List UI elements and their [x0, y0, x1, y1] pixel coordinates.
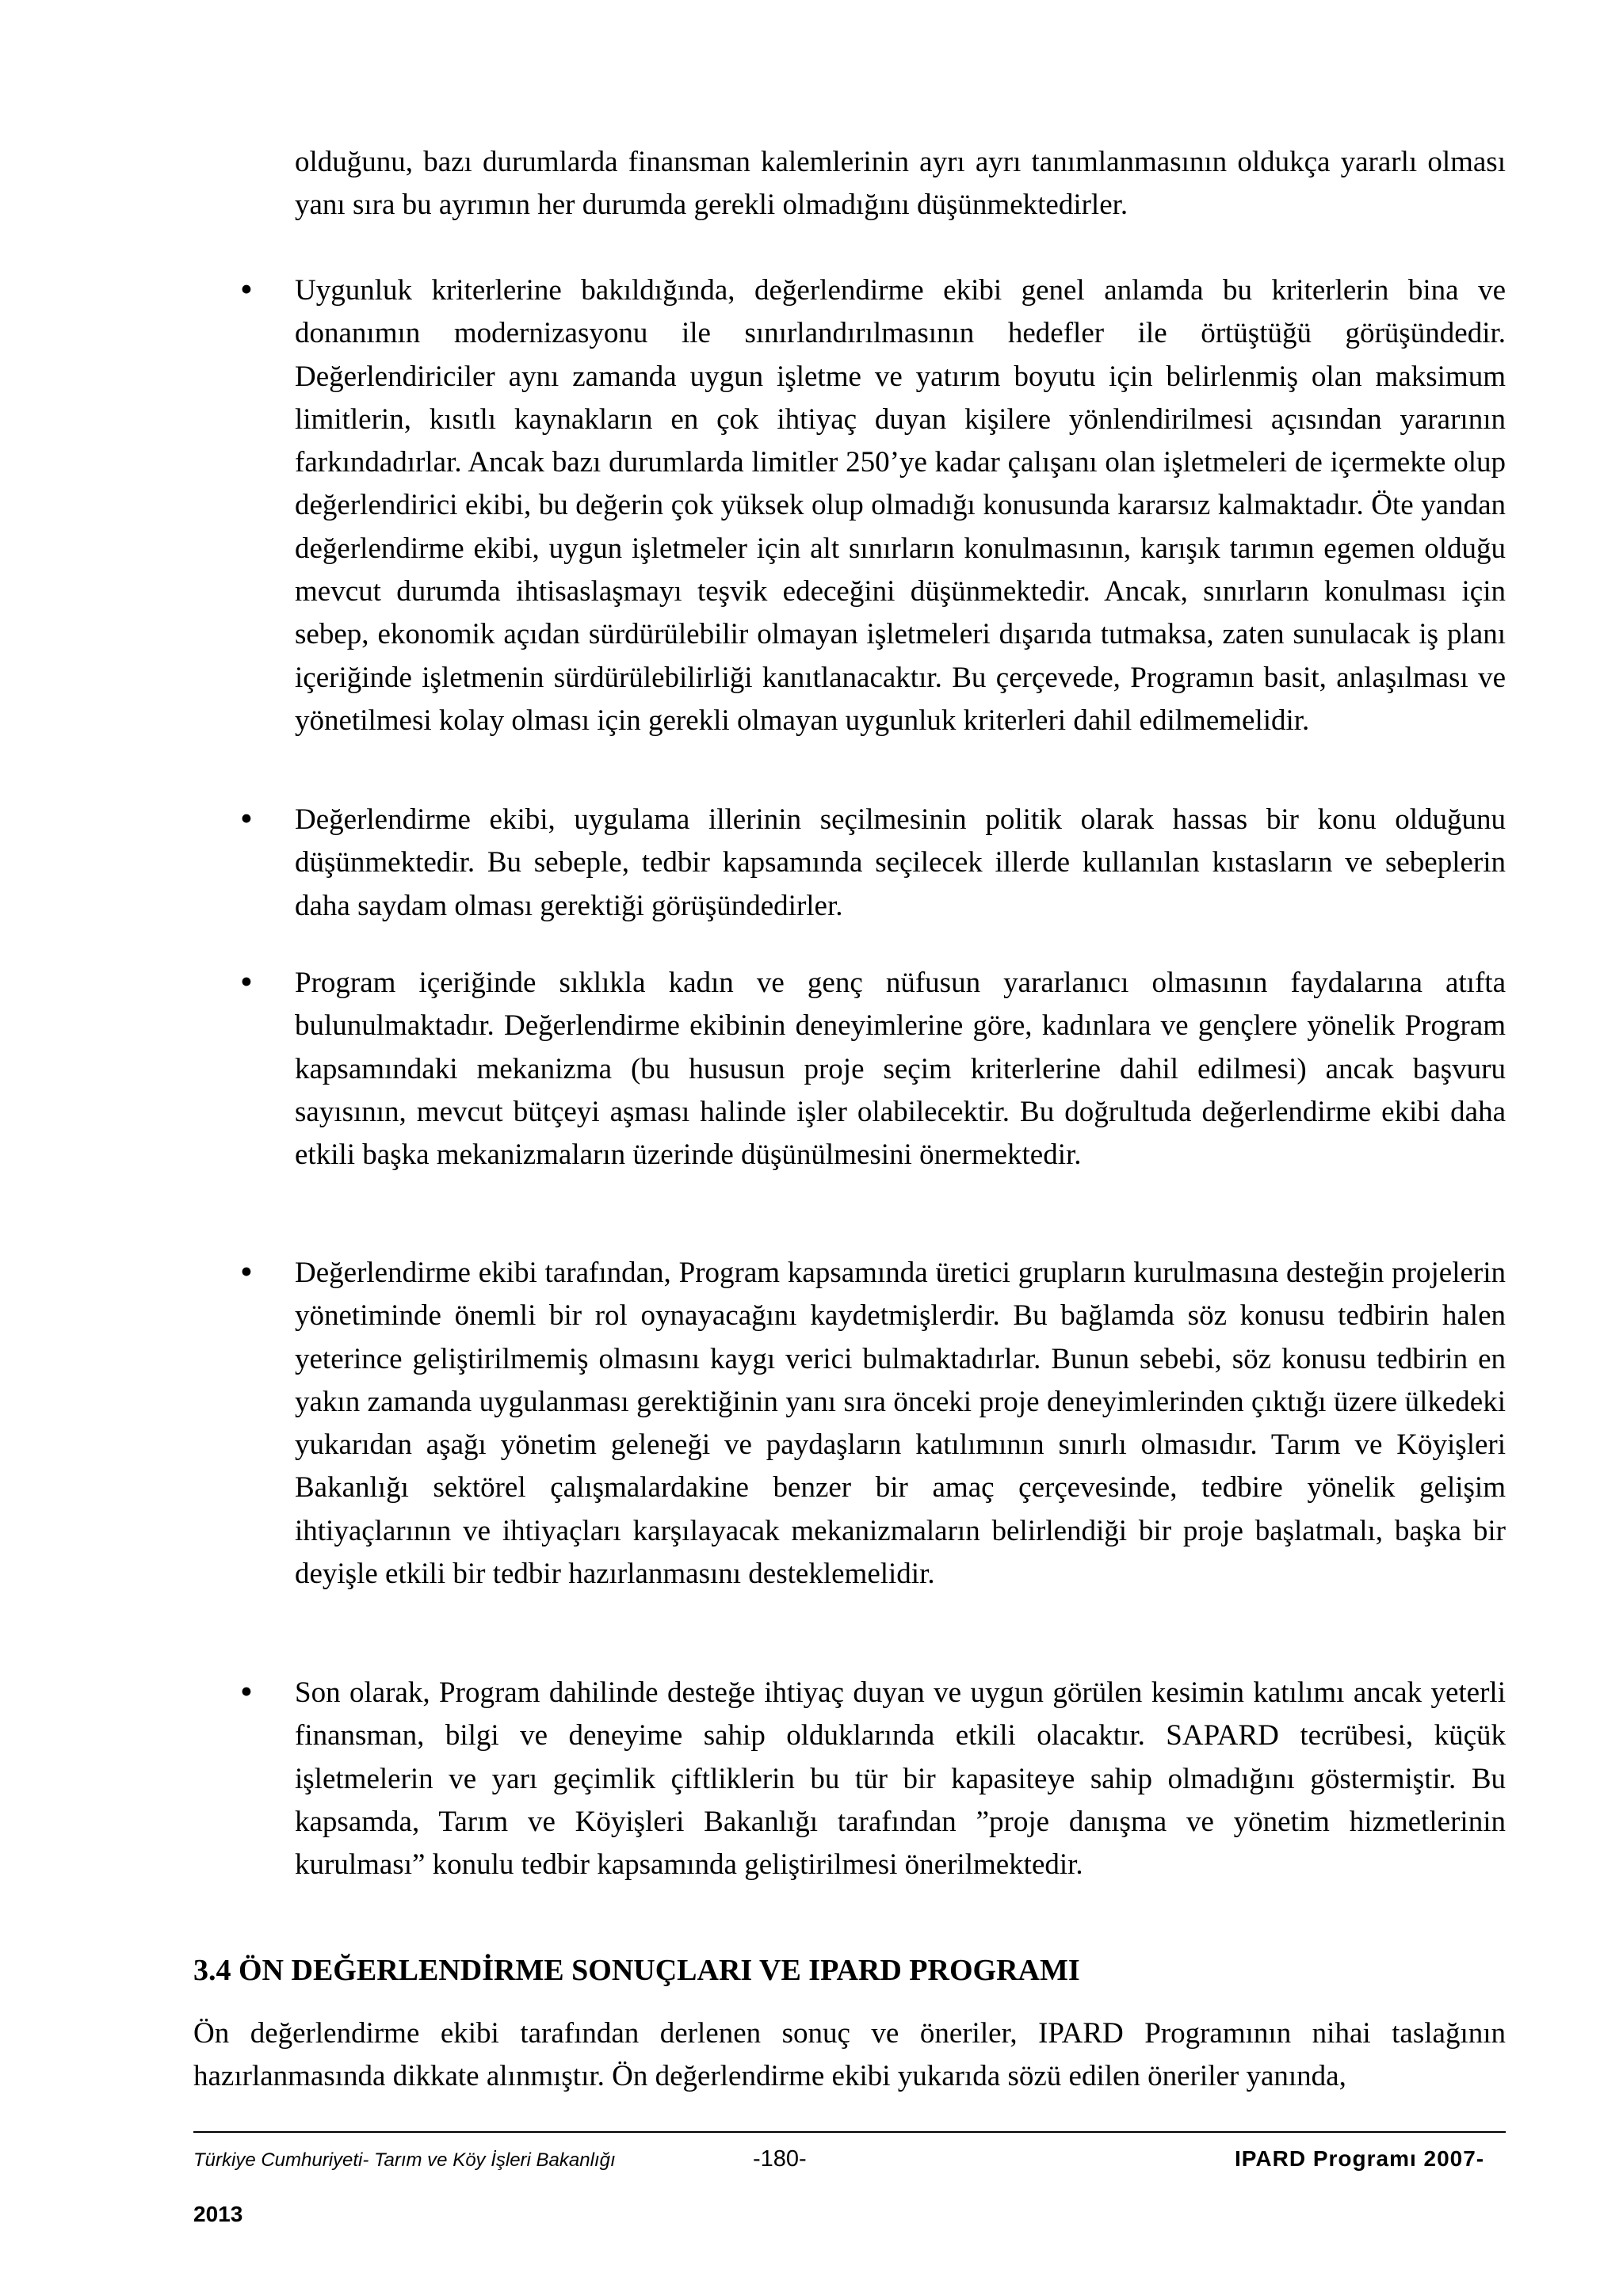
footer-program: IPARD Programı 2007- — [1235, 2146, 1485, 2171]
bullet-text: Değerlendirme ekibi tarafından, Program kapsamında üretici grupların kurulmasına desteğin projelerin yönetiminde önemli bir rol oynayacağını kaydetmişlerdir. Bu bağlamda söz konusu tedbirin halen yeterince geliştirilmemiş olmasını kaygı verici bulmaktadırlar. Bunun sebebi, söz konusu tedbirin en yakın zamanda uygulanması gerektiğinin yanı sıra önceki proje deneyimlerinden çıktığı üzere ülkedeki yukarıdan aşağı yönetim geleneği ve paydaşların katılımının sınırlı olmasıdır. Tarım ve Köyişleri Bakanlığı sektörel çalışmalardakine benzer bir amaç çerçevesinde, tedbire yönelik gelişim ihtiyaçlarının ve ihtiyaçları karşılayacak mekanizmaların belirlendiği bir proje başlatmalı, başka bir deyişle etkili bir tedbir hazırlanmasını desteklemelidir. — [295, 1257, 1506, 1591]
bullet-icon: • — [238, 803, 255, 837]
bullet-icon: • — [238, 966, 255, 1000]
section-paragraph: Ön değerlendirme ekibi tarafından derlenen sonuç ve öneriler, IPARD Programının nihai taslağının hazırlanmasında dikkate alınmıştır. Ön değerlendirme ekibi yukarıda sözü edilen öneriler yanında, — [193, 2017, 1506, 2093]
bullet-text: Uygunluk kriterlerine bakıldığında, değerlendirme ekibi genel anlamda bu kriterlerin bina ve donanımın modernizasyonu ile sınırlandırılmasının hedefler ile örtüştüğü görüşündedir. Değerlendiriciler aynı zamanda uygun işletme ve yatırım boyutu için belirlenmiş olan maksimum limitlerin, kısıtlı kaynakların en çok ihtiyaç duyan kişilere yönlendirilmesi açısından yararının farkındadırlar. Ancak bazı durumlarda limitler 250’ye kadar çalışanı olan işletmeleri de içermekte olup değerlendirici ekibi, bu değerin çok yüksek olup olmadığı konusunda kararsız kalmaktadır. Öte yandan değerlendirme ekibi, uygun işletmeler için alt sınırların konulmasının, karışık tarımın egemen olduğu mevcut durumda ihtisaslaşmayı teşvik edeceğini düşünmektedir. Ancak, sınırların konulması için sebep, ekonomik açıdan sürdürülebilir olmayan işletmeleri dışarıda tutmaksa, zaten sunulacak iş planı içeriğinde işletmenin sürdürülebilirliği kanıtlanacaktır. Bu çerçevede, Programın basit, anlaşılması ve yönetilmesi kolay olması için gerekli olmayan uygunluk kriterleri dahil edilmemelidir. — [295, 274, 1506, 737]
bullet-text: Değerlendirme ekibi, uygulama illerinin seçilmesinin politik olarak hassas bir konu olduğunu düşünmektedir. Bu sebeple, tedbir kapsamında seçilecek illerde kullanılan kıstasların ve sebeplerin daha saydam olması gerektiği görüşündedirler. — [295, 803, 1506, 922]
bullet-text: Son olarak, Program dahilinde desteğe ihtiyaç duyan ve uygun görülen kesimin katılımı ancak yeterli finansman, bilgi ve deneyime sahip olduklarında etkili olacaktır. SAPARD tecrübesi, küçük işletmelerin ve yarı geçimlik çiftliklerin bu tür bir kapasiteye sahip olmadığını göstermiştir. Bu kapsamda, Tarım ve Köyişleri Bakanlığı tarafından ”proje danışma ve yönetim hizmetlerinin kurulması” konulu tedbir kapsamında geliştirilmesi önerilmektedir. — [295, 1676, 1506, 1882]
continuation-paragraph: olduğunu, bazı durumlarda finansman kalemlerinin ayrı ayrı tanımlanmasının oldukça yararlı olması yanı sıra bu ayrımın her durumda gerekli olmadığını düşünmektedirler. — [295, 146, 1506, 222]
bullet-icon: • — [238, 1676, 255, 1710]
bullet-icon: • — [238, 1256, 255, 1290]
bullet-text: Program içeriğinde sıklıkla kadın ve genç nüfusun yararlanıcı olmasının faydalarına atıfta bulunulmaktadır. Değerlendirme ekibinin deneyimlerine göre, kadınlara ve gençlere yönelik Program kapsamındaki mekanizma (bu hususun proje seçim kriterlerine dahil edilmesi) ancak başvuru sayısının, mevcut bütçeyi aşması halinde işler olabilecektir. Bu doğrultuda değerlendirme ekibi daha etkili başka mekanizmaların üzerinde düşünülmesini önermektedir. — [295, 967, 1506, 1172]
footer-page-number: -180- — [753, 2146, 807, 2172]
bullet-icon: • — [238, 273, 255, 307]
footer-ministry: Türkiye Cumhuriyeti- Tarım ve Köy İşleri Bakanlığı — [193, 2149, 616, 2171]
footer-divider — [193, 2131, 1506, 2133]
footer-year: 2013 — [193, 2202, 243, 2226]
section-heading: 3.4 ÖN DEĞERLENDİRME SONUÇLARI VE IPARD PROGRAMI — [193, 1954, 1080, 1987]
